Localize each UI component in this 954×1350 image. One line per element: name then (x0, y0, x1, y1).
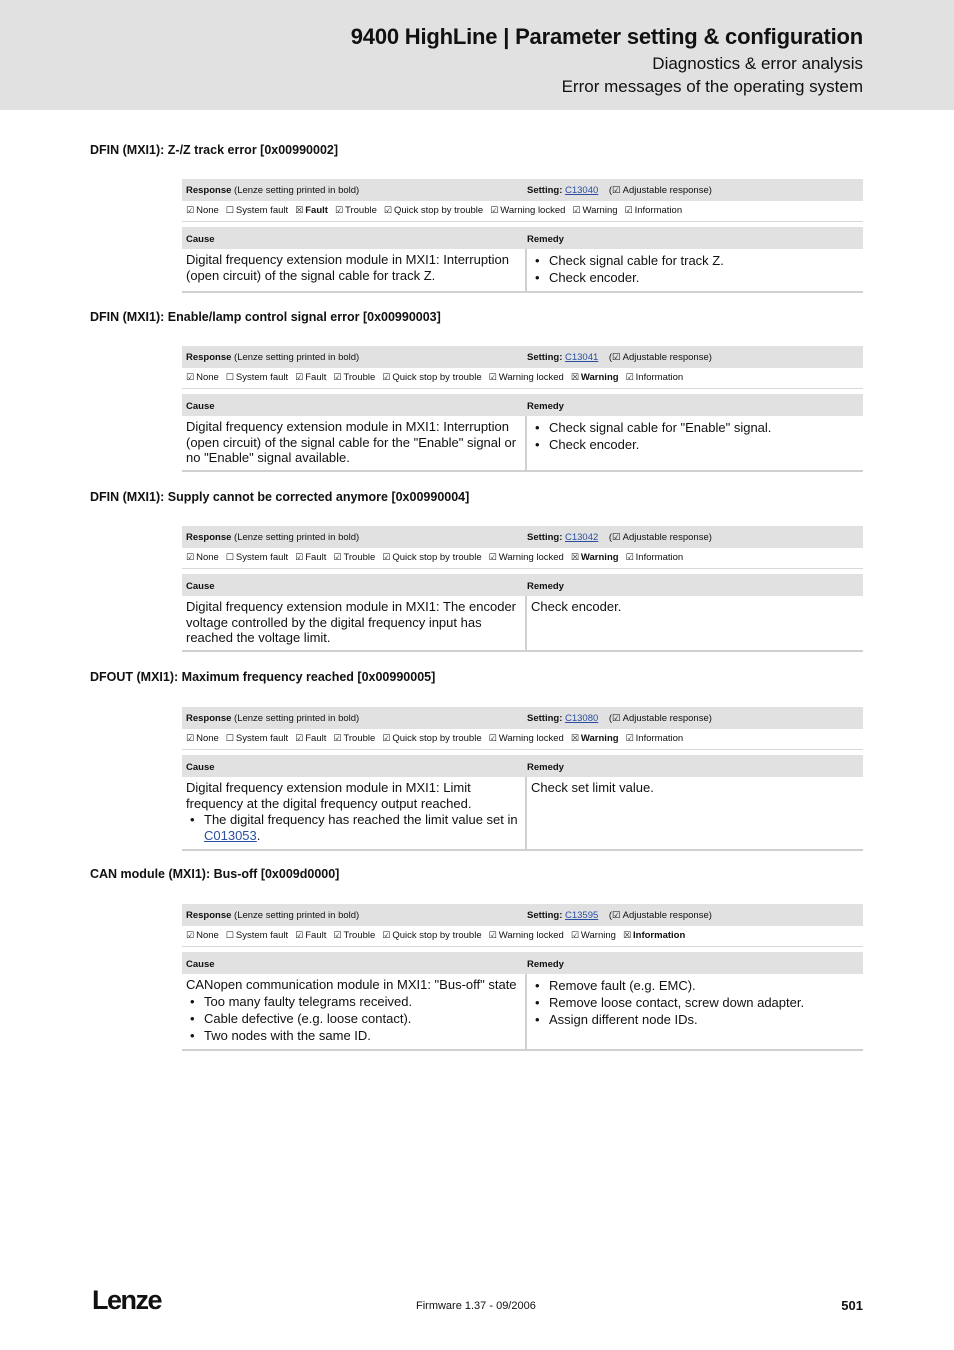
checkbox-icon: ☐ (225, 373, 234, 383)
response-option (382, 372, 481, 383)
response-note: (Lenze setting printed in bold) (234, 352, 360, 363)
cause-remedy-row (182, 777, 863, 849)
cause-remedy-header (182, 755, 863, 777)
cause-remedy-header (182, 394, 863, 416)
cause-remedy-row (182, 416, 863, 470)
page-number: 501 (841, 1298, 863, 1313)
response-option-label: Information (633, 930, 686, 941)
cause-list (186, 812, 521, 843)
remedy-list (531, 978, 859, 1028)
setting-code-link[interactable]: C13595 (565, 910, 599, 921)
response-option-label: Trouble (343, 733, 376, 744)
response-label: Response (186, 352, 232, 363)
response-option-label: Fault (305, 733, 327, 744)
response-note: (Lenze setting printed in bold) (234, 910, 360, 921)
remedy-item: • Check signal cable for track Z. (531, 253, 859, 269)
checkbox-icon: ☑ (488, 553, 497, 563)
response-option (382, 733, 481, 744)
checkbox-icon: ☑ (186, 206, 195, 216)
cause-header: Cause (186, 234, 215, 245)
remedy-item: • Check encoder. (531, 270, 859, 286)
error-heading: CAN module (MXI1): Bus-off [0x009d0000] (90, 867, 340, 881)
checkbox-icon: ☐ (225, 206, 234, 216)
response-option (333, 552, 375, 563)
response-option (489, 552, 564, 563)
error-heading: DFIN (MXI1): Z-/Z track error [0x00990002] (90, 143, 339, 157)
response-option (626, 733, 684, 744)
remedy-header: Remedy (527, 234, 564, 245)
checkbox-icon: ☑ (625, 734, 634, 744)
checkbox-icon: ☒ (570, 734, 579, 744)
response-option (623, 930, 685, 941)
remedy-item: • Assign different node IDs. (531, 1012, 859, 1028)
checkbox-icon: ☑ (333, 734, 342, 744)
checkbox-icon: ☒ (622, 931, 632, 941)
cause-remedy-table (182, 574, 863, 652)
checkbox-icon: ☑ (488, 931, 497, 941)
checkbox-icon: ☑ (382, 373, 391, 383)
response-option-label: Warning (580, 733, 619, 744)
adjustable-note: (☑ Adjustable response) (608, 532, 712, 543)
lenze-logo: Lenze (92, 1285, 162, 1315)
response-option-label: None (196, 205, 219, 216)
response-table (182, 707, 863, 750)
checkbox-icon: ☑ (295, 734, 304, 744)
error-heading: DFIN (MXI1): Supply cannot be corrected anymore [0x00990004] (90, 490, 470, 504)
response-header (182, 346, 863, 368)
response-label: Response (186, 910, 232, 921)
cause-text: Digital frequency extension module in MXI1: Limit frequency at the digital frequency output reached. (186, 780, 472, 811)
cause-remedy-table (182, 952, 863, 1051)
cause-cell (182, 974, 527, 1049)
checkbox-icon: ☑ (382, 734, 391, 744)
checkbox-icon: ☑ (490, 206, 499, 216)
remedy-cell (527, 416, 863, 470)
response-option-label: Fault (305, 930, 327, 941)
response-note: (Lenze setting printed in bold) (234, 532, 360, 543)
checkbox-icon: ☒ (570, 373, 579, 383)
cause-remedy-row (182, 249, 863, 291)
response-option (626, 372, 684, 383)
checkbox-icon: ☑ (333, 553, 342, 563)
checkbox-icon: ☑ (295, 931, 304, 941)
cause-remedy-table (182, 755, 863, 851)
checkbox-icon: ☑ (186, 931, 195, 941)
response-header (182, 707, 863, 729)
response-options (182, 368, 863, 389)
response-header (182, 904, 863, 926)
response-option-label: Information (635, 733, 684, 744)
cause-text: Digital frequency extension module in MXI1: The encoder voltage controlled by the digital frequency input has reached the voltage limit. (186, 599, 517, 645)
cause-remedy-table (182, 394, 863, 472)
error-heading: DFOUT (MXI1): Maximum frequency reached [0x00990005] (90, 670, 436, 684)
checkbox-icon: ☐ (225, 553, 234, 563)
checkbox-icon: ☑ (624, 206, 633, 216)
cause-text: Digital frequency extension module in MXI1: Interruption (open circuit) of the signal cable for the "Enable" signal or no "Enable" signal available. (186, 419, 517, 465)
remedy-item: • Remove loose contact, screw down adapter. (531, 995, 859, 1011)
remedy-cell (527, 249, 863, 291)
response-option (295, 372, 326, 383)
response-options (182, 729, 863, 750)
cause-item: • Too many faulty telegrams received. (186, 994, 521, 1010)
response-option (382, 552, 481, 563)
checkbox-icon: ☑ (295, 373, 304, 383)
response-option-label: Fault (305, 205, 328, 216)
cause-cell (182, 777, 527, 849)
response-options (182, 926, 863, 947)
response-option-label: Trouble (343, 372, 376, 383)
response-option-label: Quick stop by trouble (393, 205, 484, 216)
response-option-label: Trouble (345, 205, 377, 216)
remedy-list (531, 253, 859, 286)
checkbox-icon: ☑ (625, 373, 634, 383)
response-option (571, 733, 619, 744)
response-option (186, 552, 219, 563)
section-title: Error messages of the operating system (561, 77, 863, 96)
checkbox-icon: ☑ (488, 373, 497, 383)
cause-item-suffix: . (256, 827, 261, 843)
checkbox-icon: ☒ (570, 553, 579, 563)
response-option (295, 552, 326, 563)
response-header (182, 179, 863, 201)
cause-text: Digital frequency extension module in MXI1: Interruption (open circuit) of the signal cable for track Z. (186, 252, 510, 283)
response-option-label: System fault (235, 733, 289, 744)
response-note: (Lenze setting printed in bold) (234, 713, 360, 724)
remedy-header: Remedy (527, 762, 564, 773)
response-option-label: Warning locked (498, 930, 564, 941)
response-option-label: System fault (235, 372, 289, 383)
cause-remedy-header (182, 227, 863, 249)
cause-item (186, 812, 521, 843)
response-option-label: None (196, 733, 219, 744)
response-option-label: System fault (235, 930, 289, 941)
response-option (625, 205, 683, 216)
checkbox-icon: ☒ (295, 206, 304, 216)
response-label: Response (186, 185, 232, 196)
response-header (182, 526, 863, 548)
response-option (186, 205, 219, 216)
response-option-label: Warning locked (500, 205, 566, 216)
remedy-cell (527, 974, 863, 1049)
response-option-label: Fault (305, 552, 327, 563)
checkbox-icon: ☑ (625, 553, 634, 563)
response-option (571, 372, 619, 383)
checkbox-icon: ☑ (334, 206, 344, 216)
checkbox-icon: ☑ (382, 931, 391, 941)
response-option-label: None (196, 930, 219, 941)
response-option (226, 733, 288, 744)
response-option (626, 552, 684, 563)
response-option-label: Information (635, 372, 684, 383)
response-option (186, 733, 219, 744)
response-option-label: Information (634, 205, 683, 216)
response-option (489, 930, 564, 941)
response-option-label: Quick stop by trouble (392, 552, 482, 563)
response-table (182, 526, 863, 569)
response-option-label: Warning locked (498, 372, 564, 383)
checkbox-icon: ☑ (295, 553, 304, 563)
response-label: Response (186, 532, 232, 543)
response-option (226, 552, 288, 563)
cause-remedy-header (182, 952, 863, 974)
response-option (572, 205, 617, 216)
cause-list (186, 994, 521, 1044)
response-option (335, 205, 377, 216)
adjustable-note: (☑ Adjustable response) (608, 352, 712, 363)
response-option-label: Quick stop by trouble (392, 930, 482, 941)
response-option (382, 930, 481, 941)
response-option-label: Fault (305, 372, 327, 383)
cause-cell (182, 596, 527, 650)
cause-remedy-row (182, 596, 863, 650)
code-link[interactable]: C013053 (204, 827, 257, 843)
cause-remedy-header (182, 574, 863, 596)
cause-cell (182, 249, 527, 291)
checkbox-icon: ☑ (186, 373, 195, 383)
cause-item: • Two nodes with the same ID. (186, 1028, 521, 1044)
response-table (182, 904, 863, 947)
response-option (490, 205, 565, 216)
remedy-text: Check set limit value. (531, 780, 654, 795)
setting-code-link[interactable]: C13041 (565, 352, 599, 363)
setting-code-link[interactable]: C13042 (565, 532, 599, 543)
response-option-label: Warning (582, 205, 618, 216)
response-option (571, 930, 616, 941)
response-option-label: Warning (580, 372, 619, 383)
response-option (186, 372, 219, 383)
checkbox-icon: ☑ (488, 734, 497, 744)
remedy-header: Remedy (527, 959, 564, 970)
setting-label: Setting: (527, 352, 563, 363)
cause-cell (182, 416, 527, 470)
response-option (571, 552, 619, 563)
response-options (182, 548, 863, 569)
document-title: 9400 HighLine | Parameter setting & configuration (350, 24, 863, 49)
response-option (333, 372, 375, 383)
adjustable-note: (☑ Adjustable response) (608, 713, 712, 724)
cause-header: Cause (186, 401, 215, 412)
response-option (333, 733, 375, 744)
setting-label: Setting: (527, 532, 563, 543)
response-option-label: Quick stop by trouble (392, 733, 482, 744)
remedy-text: Check encoder. (531, 599, 622, 614)
adjustable-note: (☑ Adjustable response) (608, 185, 712, 196)
checkbox-icon: ☑ (572, 206, 581, 216)
cause-item-text: The digital frequency has reached the limit value set in (204, 812, 518, 827)
remedy-header: Remedy (527, 401, 564, 412)
response-option-label: None (196, 372, 219, 383)
firmware-version: Firmware 1.37 - 09/2006 (416, 1300, 536, 1312)
cause-header: Cause (186, 959, 215, 970)
response-options (182, 201, 863, 222)
response-note: (Lenze setting printed in bold) (234, 185, 360, 196)
setting-code-link[interactable]: C13040 (565, 185, 599, 196)
response-option-label: Warning (580, 552, 619, 563)
response-option (226, 372, 288, 383)
response-option (295, 733, 326, 744)
checkbox-icon: ☑ (383, 206, 392, 216)
checkbox-icon: ☐ (225, 931, 234, 941)
response-option-label: None (196, 552, 219, 563)
page-header (0, 0, 954, 110)
setting-label: Setting: (527, 910, 563, 921)
response-option-label: System fault (235, 205, 289, 216)
checkbox-icon: ☑ (333, 931, 342, 941)
remedy-item: • Remove fault (e.g. EMC). (531, 978, 859, 994)
response-option (186, 930, 219, 941)
response-option (226, 205, 288, 216)
checkbox-icon: ☑ (333, 373, 342, 383)
response-option-label: Warning locked (498, 733, 564, 744)
remedy-list (531, 420, 859, 453)
setting-label: Setting: (527, 713, 563, 724)
response-option-label: Warning locked (498, 552, 564, 563)
response-option (295, 930, 326, 941)
chapter-title: Diagnostics & error analysis (652, 54, 863, 73)
response-option (333, 930, 375, 941)
response-option-label: Trouble (343, 930, 376, 941)
response-table (182, 346, 863, 389)
response-table (182, 179, 863, 222)
remedy-item: • Check signal cable for "Enable" signal. (531, 420, 859, 436)
error-heading: DFIN (MXI1): Enable/lamp control signal error [0x00990003] (90, 310, 441, 324)
checkbox-icon: ☐ (225, 734, 234, 744)
remedy-item: • Check encoder. (531, 437, 859, 453)
remedy-cell (527, 777, 863, 849)
cause-remedy-row (182, 974, 863, 1049)
remedy-cell (527, 596, 863, 650)
response-option (489, 733, 564, 744)
cause-header: Cause (186, 762, 215, 773)
cause-header: Cause (186, 581, 215, 592)
setting-code-link[interactable]: C13080 (565, 713, 599, 724)
cause-text: CANopen communication module in MXI1: "Bus-off" state (186, 977, 517, 992)
cause-item: • Cable defective (e.g. loose contact). (186, 1011, 521, 1027)
response-option-label: System fault (235, 552, 289, 563)
checkbox-icon: ☑ (382, 553, 391, 563)
response-option (226, 930, 288, 941)
response-option-label: Warning (580, 930, 616, 941)
adjustable-note: (☑ Adjustable response) (608, 910, 712, 921)
response-option-label: Trouble (343, 552, 376, 563)
remedy-header: Remedy (527, 581, 564, 592)
checkbox-icon: ☑ (186, 553, 195, 563)
setting-label: Setting: (527, 185, 563, 196)
response-option (489, 372, 564, 383)
response-option-label: Quick stop by trouble (392, 372, 482, 383)
checkbox-icon: ☑ (186, 734, 195, 744)
response-option (384, 205, 483, 216)
checkbox-icon: ☑ (570, 931, 579, 941)
response-option-label: Information (635, 552, 684, 563)
response-label: Response (186, 713, 232, 724)
cause-remedy-table (182, 227, 863, 293)
response-option (295, 205, 328, 216)
